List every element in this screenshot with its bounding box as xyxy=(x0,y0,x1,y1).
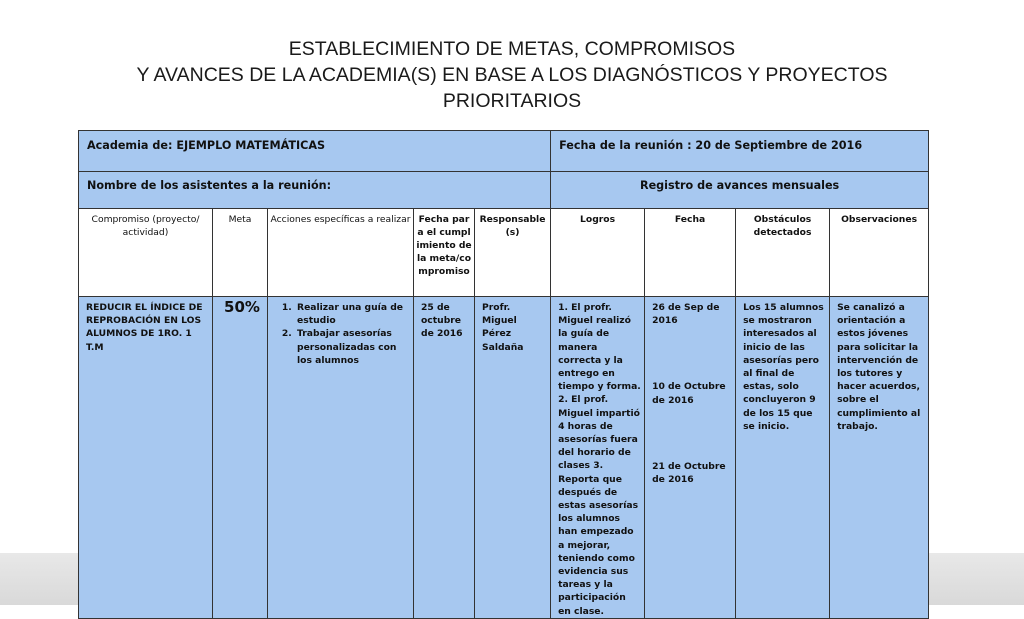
logros-cell: 1. El profr. Miguel realizó la guía de manera correcta y la entrego en tiempo y forma. 2. El prof. Miguel impartió 4 horas de asesorías fuera del horario de clases 3. Reporta que después de estas asesorías los alumnos han empezado a mejorar, teniendo como evidencia sus tareas y la participación en clase. xyxy=(551,297,645,619)
goals-table xyxy=(78,130,929,619)
col-header-responsable: Responsable (s) xyxy=(475,209,551,297)
col-header-fecha-cumplimiento: Fecha para el cumplimiento de la meta/compromiso xyxy=(414,209,475,297)
registro-cell xyxy=(551,172,929,209)
list-item: 2. Trabajar asesorías personalizadas con los alumnos xyxy=(295,327,410,367)
academia-label: Academia de: EJEMPLO MATEMÁTICAS xyxy=(87,139,326,152)
title-line-2: Y AVANCES DE LA ACADEMIA(S) EN BASE A LOS DIAGNÓSTICOS Y PROYECTOS xyxy=(136,64,888,86)
title-line-1: ESTABLECIMIENTO DE METAS, COMPROMISOS xyxy=(288,38,736,60)
asistentes-cell xyxy=(79,172,551,209)
col-header-fecha: Fecha xyxy=(645,209,736,297)
obstaculos-cell: Los 15 alumnos se mostraron interesados al inicio de las asesorías pero al final de estas, solo concluyeron 9 de los 15 que se inicio. xyxy=(736,297,830,619)
asistentes-label: Nombre de los asistentes a la reunión: xyxy=(87,179,332,192)
fecha-entry-3: 21 de Octubre de 2016 xyxy=(652,460,726,486)
acciones-cell xyxy=(268,297,414,619)
compromiso-cell: REDUCIR EL ÍNDICE DE REPROBACIÓN EN LOS ALUMNOS DE 1RO. 1 T.M xyxy=(79,297,213,619)
col-header-meta: Meta xyxy=(213,209,268,297)
table-row xyxy=(79,297,929,619)
responsable-cell: Profr. Miguel Pérez Saldaña xyxy=(475,297,551,619)
col-header-obstaculos: Obstáculos detectados xyxy=(736,209,830,297)
fecha-cell xyxy=(645,297,736,619)
list-item: 1. Realizar una guía de estudio xyxy=(295,301,410,327)
fecha-reunion-cell xyxy=(551,131,929,172)
page-title xyxy=(0,36,1024,114)
meta-cell: 50% xyxy=(213,297,268,619)
academia-cell xyxy=(79,131,551,172)
fecha-entry-1: 26 de Sep de 2016 xyxy=(652,302,720,327)
registro-label: Registro de avances mensuales xyxy=(639,179,840,192)
fecha-cumplimiento-cell: 25 de octubre de 2016 xyxy=(414,297,475,619)
col-header-acciones: Acciones específicas a realizar xyxy=(268,209,414,297)
fecha-reunion-label: Fecha de la reunión : 20 de Septiembre de 2016 xyxy=(559,139,863,152)
observaciones-cell: Se canalizó a orientación a estos jóvenes para solicitar la intervención de los tutores y hacer acuerdos, sobre el cumplimiento al trabajo. xyxy=(830,297,929,619)
title-line-3: PRIORITARIOS xyxy=(442,90,582,112)
fecha-entry-2: 10 de Octubre de 2016 xyxy=(652,381,726,406)
acciones-list xyxy=(275,301,410,367)
col-header-logros: Logros xyxy=(551,209,645,297)
col-header-observaciones: Observaciones xyxy=(830,209,929,297)
col-header-compromiso: Compromiso (proyecto/ actividad) xyxy=(79,209,213,297)
